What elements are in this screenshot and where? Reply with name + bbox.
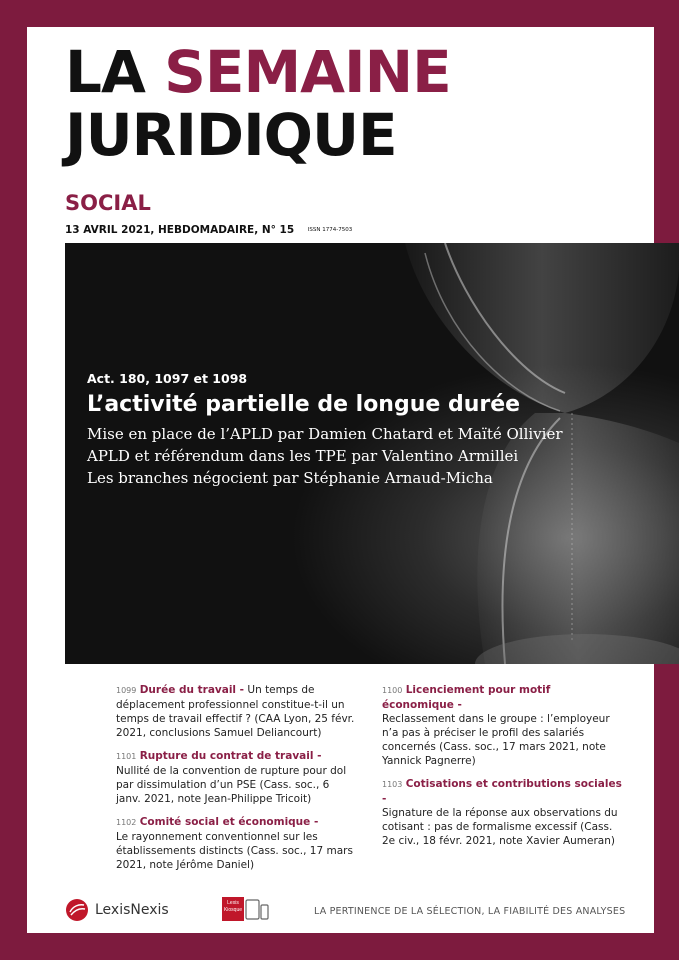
cover-article-2: APLD et référendum dans les TPE par Valentino Armillei	[87, 447, 519, 465]
contents-right-column	[382, 683, 622, 857]
kiosque-line-2: Kiosque	[223, 907, 243, 913]
item-text: Le rayonnement conventionnel sur les établissements distincts (Cass. soc., 17 mars 2021, note Jérôme Daniel)	[116, 831, 353, 871]
masthead-word-juridique: JURIDIQUE	[65, 101, 397, 169]
issn-number: ISSN 1774-7503	[307, 227, 353, 233]
section-label: SOCIAL	[65, 191, 151, 215]
item-rubric: Comité social et économique -	[139, 816, 319, 828]
item-number: 1099	[116, 686, 137, 695]
footer-tagline: LA PERTINENCE DE LA SÉLECTION, LA FIABILITÉ DES ANALYSES	[314, 906, 626, 917]
masthead-line-1	[65, 38, 451, 106]
masthead-word-semaine: SEMAINE	[164, 38, 451, 106]
item-text: Nullité de la convention de rupture pour dol par dissimulation d’un PSE (Cass. soc., 6 janv. 2021, note Jean-Philippe Tricoit)	[116, 765, 347, 805]
act-reference: Act. 180, 1097 et 1098	[87, 371, 248, 386]
item-text: Un temps de déplacement professionnel constitue-t-il un temps de travail effectif ? (CAA Lyon, 25 févr. 2021, conclusions Samuel Deliancourt)	[116, 684, 355, 739]
contents-left-column	[116, 683, 356, 881]
lexisnexis-logo	[65, 898, 169, 922]
contents-item	[116, 749, 356, 806]
cover-article-1: Mise en place de l’APLD par Damien Chatard et Maïté Ollivier	[87, 425, 563, 443]
item-text: Signature de la réponse aux observations du cotisant : pas de formalisme excessif (Cass. 2e civ., 18 févr. 2021, note Xavier Aumeran)	[382, 807, 618, 847]
lexis-kiosque-badge	[222, 897, 270, 921]
cover-image	[65, 243, 679, 664]
publisher-name: LexisNexis	[95, 902, 169, 918]
cover-article-3: Les branches négocient par Stéphanie Arnaud-Micha	[87, 469, 493, 487]
tablet-phone-icon	[244, 897, 270, 921]
kiosque-line-1: Lexis	[227, 900, 239, 906]
issue-date: 13 AVRIL 2021, HEBDOMADAIRE, N° 15	[65, 224, 295, 236]
item-number: 1101	[116, 752, 137, 761]
kiosque-logo-icon	[222, 897, 244, 921]
lexisnexis-emblem-icon	[65, 898, 89, 922]
item-rubric: Durée du travail -	[139, 684, 245, 696]
masthead-word-la: LA	[65, 38, 145, 106]
contents-item	[116, 815, 356, 872]
cover-headline: L’activité partielle de longue durée	[87, 392, 521, 417]
item-number: 1100	[382, 686, 403, 695]
item-rubric: Cotisations et contributions sociales -	[382, 778, 622, 805]
item-text: Reclassement dans le groupe : l’employeur n’a pas à préciser le profil des salariés concernés (Cass. soc., 17 mars 2021, note Yannick Pagnerre)	[382, 713, 610, 767]
item-number: 1103	[382, 780, 403, 789]
item-rubric: Licenciement pour motif économique -	[382, 684, 551, 711]
contents-item	[116, 683, 356, 740]
issue-dateline	[65, 224, 352, 236]
item-number: 1102	[116, 818, 137, 827]
contents-item	[382, 777, 622, 848]
cover-feature	[87, 371, 563, 489]
contents-item	[382, 683, 622, 768]
item-rubric: Rupture du contrat de travail -	[139, 750, 322, 762]
